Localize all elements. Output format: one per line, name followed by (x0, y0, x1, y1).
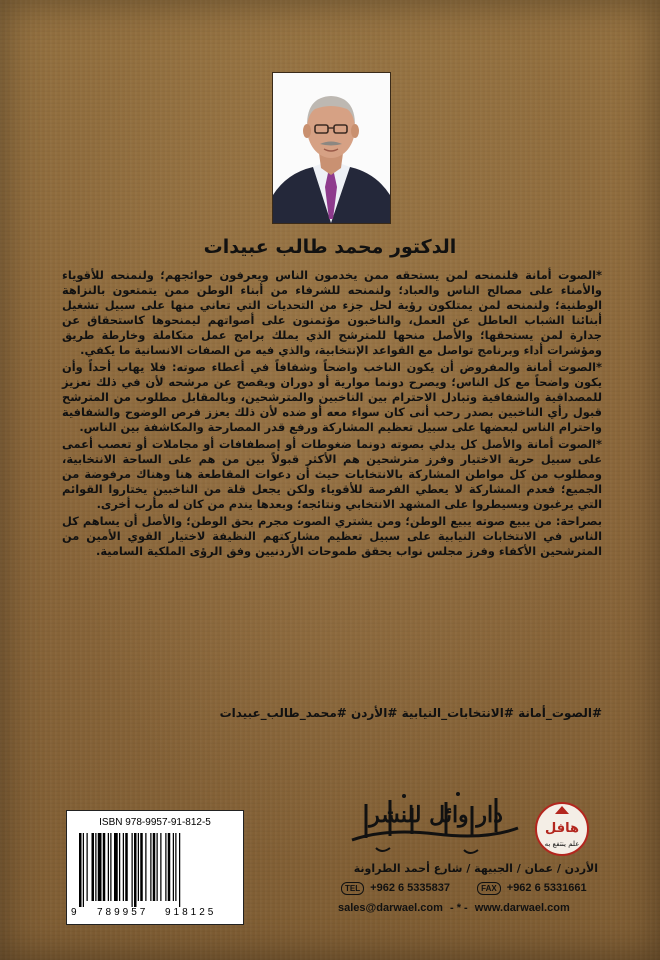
haffel-name: هافل (544, 821, 580, 836)
barcode-bar (125, 833, 128, 901)
barcode-bar (83, 833, 84, 907)
barcode-bar (110, 833, 111, 901)
barcode-bar (119, 833, 120, 901)
barcode-bar (79, 833, 82, 907)
barcode-bars (79, 833, 231, 907)
website-url[interactable]: www.darwael.com (474, 902, 570, 914)
barcode-bar (145, 833, 146, 901)
publisher-address: الأردن / عمان / الجبيهة / شارع أحمد الطراونة (353, 862, 598, 875)
author-portrait-illustration (273, 73, 390, 223)
barcode-bar (92, 833, 95, 901)
author-name: الدكتور محمد طالب عبيدات (203, 236, 457, 258)
fax-number: +962 6 5331661 (506, 882, 587, 894)
barcode-bar (98, 833, 102, 901)
blurb-paragraph: *الصوت أمانة والأصل كل يدلي بصوته دونما ضغوطات أو إصطفافات أو مجاملات أو تعصب أعمى على سبيل حرية الاختيار وفرز مترشحين هم الأكثر قبولاً بين من هم على الساحة الانتخابية، ومطلوب من كل مواطن المشاركة بالانتخابات حيث أن دعوات المقاطعة هنا وهناك مرفوضة من الجميع؛ فعدم المشاركة لا يعطي الفرصة للأقوياء ولكن يجعل قلة من الناخبين يختاروا القوائم التي يرغبون ويسيطروا على المشهد الانتخابي ونتائجه؛ وبعدها يندم من كان له مأرب أخرى. (62, 437, 602, 511)
blurb-paragraph: *الصوت أمانة والمفروض أن يكون الناخب واضحاً وشفافاً في أعطاء صوته: فلا يهاب أحداً وأن يكون واضحاً مع كل الناس؛ ويصرح دونما موارية أو دوران ويفصح عن مرشحه لأن في ذلك تعزيز للمصداقية والشفافية وتبادل الاحترام بين الناخبين والمترشحين، وبالمقابل مطلوب من المترشح قبول رأي الناخبين بصدر رحب أنى كان سواء معه أو ضده لأن ذلك يعزز فرص الوضوح والشفافية واحترام الناس لبعضها على سبيل تعظيم المشاركة ورفع قدر المصارحة والمكاشفة بين الناس. (62, 360, 602, 434)
barcode-bar (157, 833, 158, 901)
barcode-bar (173, 833, 174, 901)
email-address[interactable]: sales@darwael.com (338, 902, 443, 914)
contact-separator: - * - (449, 902, 468, 914)
phone-fax-row (338, 882, 598, 895)
barcode-bar (150, 833, 151, 901)
blurb-text (62, 268, 602, 561)
publisher-name: دار وائل للنشر (369, 802, 503, 828)
fax-tag: FAX (477, 882, 501, 895)
barcode-bar (175, 833, 176, 901)
isbn-number: ISBN 978-9957-91-812-5 (99, 817, 211, 828)
barcode-bar (108, 833, 109, 901)
barcode-bar (160, 833, 161, 901)
barcode-bar (95, 833, 96, 901)
barcode-bar (134, 833, 137, 907)
barcode-bar (132, 833, 133, 907)
haffel-tagline: علم ينتفع به (544, 840, 580, 848)
email-web-row (338, 902, 598, 914)
tel-number: +962 6 5335837 (370, 882, 451, 894)
isbn-barcode (66, 810, 244, 925)
barcode-bar (138, 833, 139, 901)
barcode-bar (168, 833, 171, 901)
haffel-logo (533, 800, 591, 858)
barcode-bar (140, 833, 143, 901)
barcode-bar (165, 833, 166, 901)
barcode-bar (87, 833, 88, 901)
hashtags: #الصوت_أمانة #الانتخابات_النيابية #الأردن #محمد_طالب_عبيدات (219, 706, 602, 720)
barcode-digits-right: 918125 (165, 907, 217, 918)
barcode-digit-first: 9 (71, 907, 77, 918)
barcode-bar (114, 833, 118, 901)
blurb-paragraph: *الصوت أمانة فلنمنحه لمن يستحقه ممن يخدمون الناس ويعرفون حوائجهم؛ ولنمنحه للأقوياء والأمناء على مصالح الناس والعباد؛ ولنمنحه للشرفاء من أبناء الوطن ممن يتمتعون بالنزاهة الوطنية؛ ولنمنحه لمن يمتلكون رؤية لحل جزء من التحديات التي تعاني منها على سبيل تشغيل أبنائنا الشباب العاطل عن العمل، والناخبون مؤتمنون على أصواتهم ليمنحوها كاستحقاق عن جدارة لمن يستحقها؛ والأصل منحها للمترشح الذي يملك برامج عمل متكاملة وخارطة طريق ومؤشرات أداء وبرنامج تواصل مع القواعد الإنتخابية، والذي فيه من الصفات الانسانية ما يكفي. (62, 268, 602, 357)
author-photo (272, 72, 391, 224)
publisher-logo (346, 788, 526, 860)
blurb-paragraph: بصراحة: من يبيع صوته يبيع الوطن؛ ومن يشتري الصوت مجرم بحق الوطن؛ والأصل أن يساهم كل الناس في الانتخابات النيابية على سبيل تعظيم مشاركتهم النظيفة لاختيار القوي الأمين من المترشحين الأكفاء وفرز مجلس نواب يحقق طموحات الأردنيين وفق الرؤى الملكية السامية. (62, 514, 602, 558)
tel-tag: TEL (341, 882, 364, 895)
barcode-digits-left: 789957 (97, 907, 149, 918)
barcode-bar (103, 833, 106, 901)
barcode-bar (179, 833, 180, 907)
barcode-bar (123, 833, 124, 901)
barcode-bar (153, 833, 156, 901)
